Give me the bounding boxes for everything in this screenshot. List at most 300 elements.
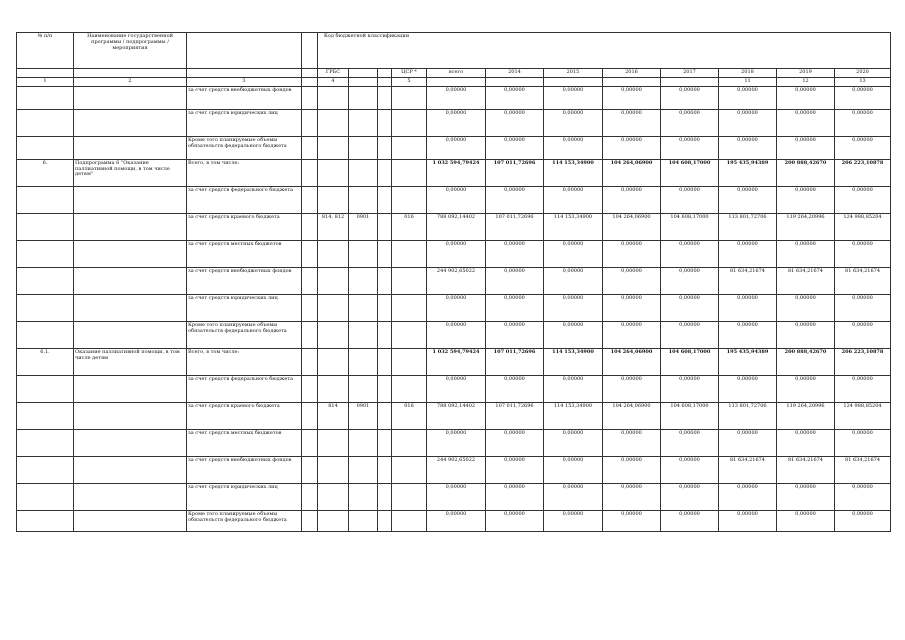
header-year: 2014 (486, 69, 544, 78)
row-amount: 0,00000 (486, 375, 544, 402)
row-grbs (318, 294, 349, 321)
row-amount: 0,00000 (544, 240, 603, 267)
row-blank (378, 86, 392, 109)
row-blank (378, 267, 392, 294)
row-amount: 104 264,06900 (603, 213, 661, 240)
row-blank (378, 240, 392, 267)
row-amount: 0,00000 (719, 294, 777, 321)
row-amount: 0,00000 (719, 186, 777, 213)
header-grbs: ГРБС (318, 69, 349, 78)
row-amount: 113 801,72706 (719, 213, 777, 240)
row-amount: 0,00000 (486, 456, 544, 483)
row-spacer (302, 267, 318, 294)
row-spacer (302, 402, 318, 429)
row-spacer (302, 159, 318, 186)
header-year: 2019 (777, 69, 835, 78)
row-funding-source: за счет средств юридических лиц (187, 483, 302, 510)
row-amount: 0,00000 (427, 429, 486, 456)
row-rz (349, 136, 378, 159)
row-amount: 0,00000 (544, 483, 603, 510)
row-amount: 0,00000 (603, 109, 661, 136)
row-amount: 0,00000 (603, 456, 661, 483)
col-number (302, 78, 318, 87)
header-name: Наименование государственной программы / подпрограммы / мероприятия (74, 33, 187, 69)
row-amount: 0,00000 (427, 186, 486, 213)
row-amount: 0,00000 (486, 510, 544, 531)
row-number (17, 186, 74, 213)
table-row (17, 483, 891, 510)
col-number: 11 (719, 78, 777, 87)
row-number: 6.1. (17, 348, 74, 375)
row-csr (392, 348, 427, 375)
row-spacer (302, 348, 318, 375)
row-program-name (74, 86, 187, 109)
row-program-name (74, 136, 187, 159)
row-grbs (318, 510, 349, 531)
row-spacer (302, 321, 318, 348)
row-funding-source: за счет средств федерального бюджета (187, 186, 302, 213)
row-number (17, 429, 74, 456)
row-amount: 0,00000 (661, 321, 719, 348)
row-grbs: 814, 812 (318, 213, 349, 240)
row-spacer (302, 213, 318, 240)
row-amount: 107 011,72696 (486, 402, 544, 429)
table-row (17, 159, 891, 186)
row-amount: 0,00000 (486, 109, 544, 136)
table-row (17, 86, 891, 109)
row-amount: 0,00000 (777, 186, 835, 213)
row-amount: 206 223,10878 (835, 348, 891, 375)
col-number (427, 78, 486, 87)
row-amount: 0,00000 (603, 483, 661, 510)
row-amount: 0,00000 (777, 136, 835, 159)
row-amount: 0,00000 (719, 240, 777, 267)
col-number: 2 (74, 78, 187, 87)
row-funding-source: за счет средств местных бюджетов (187, 429, 302, 456)
row-program-name (74, 429, 187, 456)
header-year: 2015 (544, 69, 603, 78)
row-funding-source: Всего, в том числе: (187, 348, 302, 375)
row-amount: 0,00000 (427, 321, 486, 348)
row-number (17, 86, 74, 109)
col-number: 3 (187, 78, 302, 87)
row-blank (378, 213, 392, 240)
row-amount: 0,00000 (719, 136, 777, 159)
row-amount: 107 011,72696 (486, 213, 544, 240)
row-amount: 195 435,94389 (719, 159, 777, 186)
row-grbs: 814 (318, 402, 349, 429)
row-rz (349, 159, 378, 186)
row-amount: 0,00000 (427, 375, 486, 402)
row-amount: 0,00000 (661, 375, 719, 402)
row-funding-source: за счет средств внебюджетных фондов (187, 456, 302, 483)
header-year: 2020 (835, 69, 891, 78)
row-grbs (318, 240, 349, 267)
row-amount: 0,00000 (603, 136, 661, 159)
row-amount: 0,00000 (777, 109, 835, 136)
row-amount: 114 153,34900 (544, 402, 603, 429)
row-number (17, 456, 74, 483)
row-amount: 0,00000 (427, 483, 486, 510)
row-amount: 0,00000 (835, 136, 891, 159)
row-grbs (318, 348, 349, 375)
row-amount: 124 988,85204 (835, 213, 891, 240)
row-program-name: Подпрограмма 6 "Оказание паллиативной помощи, в том числе детям" (74, 159, 187, 186)
row-amount: 0,00000 (544, 86, 603, 109)
row-program-name (74, 186, 187, 213)
row-number (17, 240, 74, 267)
row-program-name (74, 240, 187, 267)
row-amount: 0,00000 (661, 109, 719, 136)
row-amount: 200 888,42670 (777, 348, 835, 375)
row-funding-source: Кроме того планируемые объемы обязательств федерального бюджета (187, 136, 302, 159)
row-spacer (302, 294, 318, 321)
row-amount: 0,00000 (835, 483, 891, 510)
col-number (378, 78, 392, 87)
header-year: 2018 (719, 69, 777, 78)
row-program-name (74, 375, 187, 402)
row-csr (392, 510, 427, 531)
row-spacer (302, 86, 318, 109)
row-rz: 0901 (349, 402, 378, 429)
row-amount: 0,00000 (427, 109, 486, 136)
row-rz (349, 294, 378, 321)
row-rz (349, 109, 378, 136)
row-csr (392, 483, 427, 510)
row-amount: 0,00000 (835, 86, 891, 109)
row-csr (392, 456, 427, 483)
row-number (17, 321, 74, 348)
header-spacer (302, 33, 318, 69)
row-amount: 0,00000 (544, 186, 603, 213)
row-amount: 0,00000 (427, 294, 486, 321)
row-number (17, 510, 74, 531)
row-blank (378, 429, 392, 456)
row-amount: 0,00000 (661, 429, 719, 456)
table-row (17, 267, 891, 294)
row-amount: 0,00000 (486, 186, 544, 213)
row-amount: 0,00000 (544, 109, 603, 136)
row-rz (349, 429, 378, 456)
row-amount: 0,00000 (544, 375, 603, 402)
row-csr (392, 240, 427, 267)
row-amount: 0,00000 (777, 240, 835, 267)
row-amount: 0,00000 (661, 510, 719, 531)
row-number (17, 109, 74, 136)
row-csr (392, 159, 427, 186)
row-rz: 0901 (349, 213, 378, 240)
row-grbs (318, 109, 349, 136)
row-program-name (74, 109, 187, 136)
table-row (17, 510, 891, 531)
row-amount: 81 634,21674 (777, 267, 835, 294)
col-number (661, 78, 719, 87)
row-blank (378, 348, 392, 375)
row-amount: 0,00000 (544, 136, 603, 159)
row-spacer (302, 109, 318, 136)
header-blank (302, 69, 318, 78)
row-amount: 0,00000 (661, 186, 719, 213)
header-no: № п/п (17, 33, 74, 69)
table-row (17, 186, 891, 213)
row-amount: 0,00000 (544, 267, 603, 294)
row-amount: 206 223,10878 (835, 159, 891, 186)
row-spacer (302, 375, 318, 402)
table-row (17, 240, 891, 267)
row-amount: 0,00000 (777, 321, 835, 348)
row-blank (378, 159, 392, 186)
row-amount: 0,00000 (835, 240, 891, 267)
row-rz (349, 186, 378, 213)
row-amount: 0,00000 (835, 321, 891, 348)
header-rz (349, 69, 378, 78)
row-blank (378, 136, 392, 159)
row-amount: 195 435,94389 (719, 348, 777, 375)
row-amount: 0,00000 (661, 483, 719, 510)
row-rz (349, 375, 378, 402)
header-year: всего (427, 69, 486, 78)
col-number (486, 78, 544, 87)
row-rz (349, 86, 378, 109)
row-csr (392, 136, 427, 159)
row-spacer (302, 186, 318, 213)
row-rz (349, 348, 378, 375)
row-funding-source: Всего, в том числе: (187, 159, 302, 186)
row-grbs (318, 456, 349, 483)
row-amount: 1 032 594,79424 (427, 348, 486, 375)
row-funding-source: за счет средств краевого бюджета (187, 213, 302, 240)
row-csr: 016 (392, 402, 427, 429)
row-amount: 0,00000 (835, 510, 891, 531)
row-amount: 0,00000 (661, 136, 719, 159)
row-spacer (302, 456, 318, 483)
row-program-name (74, 483, 187, 510)
row-amount: 0,00000 (544, 429, 603, 456)
row-amount: 81 634,21674 (719, 267, 777, 294)
row-amount: 0,00000 (835, 294, 891, 321)
row-amount: 114 153,34900 (544, 213, 603, 240)
row-amount: 113 801,72706 (719, 402, 777, 429)
row-amount: 0,00000 (777, 375, 835, 402)
row-funding-source: за счет средств местных бюджетов (187, 240, 302, 267)
row-number (17, 402, 74, 429)
row-csr (392, 321, 427, 348)
row-amount: 0,00000 (486, 483, 544, 510)
row-blank (378, 321, 392, 348)
row-amount: 104 264,06900 (603, 159, 661, 186)
table-row (17, 402, 891, 429)
row-csr (392, 86, 427, 109)
row-funding-source: за счет средств юридических лиц (187, 294, 302, 321)
row-amount: 104 608,17000 (661, 348, 719, 375)
row-number (17, 136, 74, 159)
col-number: 13 (835, 78, 891, 87)
table-body (17, 86, 891, 531)
header-blank (17, 69, 74, 78)
row-amount: 0,00000 (544, 294, 603, 321)
row-funding-source: за счет средств внебюджетных фондов (187, 267, 302, 294)
row-grbs (318, 86, 349, 109)
row-funding-source: за счет средств федерального бюджета (187, 375, 302, 402)
row-program-name: Оказание паллиативной помощи, в том числе детям (74, 348, 187, 375)
row-number (17, 375, 74, 402)
row-amount: 0,00000 (486, 429, 544, 456)
row-amount: 0,00000 (603, 186, 661, 213)
row-amount: 0,00000 (719, 375, 777, 402)
row-amount: 104 608,17000 (661, 402, 719, 429)
row-amount: 0,00000 (661, 456, 719, 483)
table-row (17, 321, 891, 348)
header-blank (74, 69, 187, 78)
row-csr: 016 (392, 213, 427, 240)
row-amount: 0,00000 (719, 510, 777, 531)
row-amount: 104 608,17000 (661, 213, 719, 240)
row-amount: 0,00000 (719, 321, 777, 348)
row-blank (378, 375, 392, 402)
row-amount: 119 264,20996 (777, 402, 835, 429)
row-spacer (302, 510, 318, 531)
row-amount: 81 634,21674 (835, 456, 891, 483)
row-amount: 0,00000 (544, 321, 603, 348)
table-row (17, 348, 891, 375)
row-amount: 0,00000 (486, 240, 544, 267)
row-amount: 244 902,65022 (427, 267, 486, 294)
row-amount: 104 264,06900 (603, 402, 661, 429)
row-amount: 0,00000 (427, 240, 486, 267)
header-year: 2017 (661, 69, 719, 78)
row-amount: 0,00000 (486, 267, 544, 294)
row-program-name (74, 267, 187, 294)
row-amount: 788 092,14402 (427, 402, 486, 429)
row-amount: 788 092,14402 (427, 213, 486, 240)
row-amount: 81 634,21674 (719, 456, 777, 483)
row-amount: 0,00000 (777, 294, 835, 321)
row-amount: 0,00000 (661, 86, 719, 109)
header-csr: ЦСР * (392, 69, 427, 78)
row-spacer (302, 429, 318, 456)
row-amount: 0,00000 (719, 483, 777, 510)
row-amount: 0,00000 (603, 510, 661, 531)
col-number: 1 (17, 78, 74, 87)
header-blank (378, 69, 392, 78)
header-source (187, 33, 302, 69)
row-rz (349, 483, 378, 510)
header-kbk: Код бюджетной классификации (318, 33, 891, 69)
row-amount: 0,00000 (835, 186, 891, 213)
row-amount: 0,00000 (427, 510, 486, 531)
row-blank (378, 456, 392, 483)
row-blank (378, 186, 392, 213)
row-amount: 0,00000 (427, 136, 486, 159)
row-funding-source: Кроме того планируемые объемы обязательств федерального бюджета (187, 510, 302, 531)
table-row (17, 456, 891, 483)
row-csr (392, 186, 427, 213)
row-amount: 244 902,65022 (427, 456, 486, 483)
row-spacer (302, 483, 318, 510)
row-csr (392, 429, 427, 456)
row-amount: 0,00000 (603, 429, 661, 456)
row-grbs (318, 483, 349, 510)
row-csr (392, 267, 427, 294)
row-amount: 0,00000 (777, 483, 835, 510)
row-blank (378, 109, 392, 136)
row-number (17, 483, 74, 510)
row-rz (349, 267, 378, 294)
row-program-name (74, 213, 187, 240)
row-amount: 0,00000 (719, 429, 777, 456)
row-funding-source: за счет средств юридических лиц (187, 109, 302, 136)
row-amount: 0,00000 (486, 321, 544, 348)
col-number (349, 78, 378, 87)
row-amount: 0,00000 (719, 86, 777, 109)
row-program-name (74, 294, 187, 321)
row-amount: 107 011,72696 (486, 159, 544, 186)
col-number: 5 (392, 78, 427, 87)
row-rz (349, 456, 378, 483)
row-grbs (318, 321, 349, 348)
row-blank (378, 294, 392, 321)
row-rz (349, 321, 378, 348)
row-amount: 0,00000 (835, 375, 891, 402)
row-funding-source: Кроме того планируемые объемы обязательств федерального бюджета (187, 321, 302, 348)
row-amount: 119 264,20996 (777, 213, 835, 240)
col-number: 12 (777, 78, 835, 87)
row-amount: 0,00000 (486, 294, 544, 321)
row-csr (392, 109, 427, 136)
col-number: 4 (318, 78, 349, 87)
row-amount: 0,00000 (777, 429, 835, 456)
row-funding-source: за счет средств внебюджетных фондов (187, 86, 302, 109)
table-row (17, 109, 891, 136)
row-rz (349, 240, 378, 267)
row-rz (349, 510, 378, 531)
row-grbs (318, 136, 349, 159)
row-number (17, 213, 74, 240)
row-amount: 0,00000 (603, 375, 661, 402)
row-amount: 81 634,21674 (835, 267, 891, 294)
row-amount: 0,00000 (603, 267, 661, 294)
row-program-name (74, 321, 187, 348)
row-amount: 1 032 594,79424 (427, 159, 486, 186)
row-amount: 0,00000 (603, 321, 661, 348)
table-row (17, 213, 891, 240)
row-blank (378, 510, 392, 531)
row-amount: 0,00000 (719, 109, 777, 136)
row-spacer (302, 136, 318, 159)
col-number (544, 78, 603, 87)
row-grbs (318, 267, 349, 294)
row-amount: 0,00000 (777, 86, 835, 109)
row-program-name (74, 456, 187, 483)
row-number (17, 267, 74, 294)
header-year: 2016 (603, 69, 661, 78)
row-amount: 0,00000 (661, 267, 719, 294)
row-amount: 0,00000 (661, 240, 719, 267)
row-amount: 0,00000 (777, 510, 835, 531)
table-row (17, 375, 891, 402)
row-grbs (318, 186, 349, 213)
row-amount: 104 264,06900 (603, 348, 661, 375)
row-amount: 0,00000 (835, 429, 891, 456)
row-csr (392, 375, 427, 402)
row-grbs (318, 375, 349, 402)
row-amount: 114 153,34900 (544, 348, 603, 375)
row-grbs (318, 159, 349, 186)
row-amount: 81 634,21674 (777, 456, 835, 483)
row-amount: 0,00000 (486, 86, 544, 109)
row-amount: 104 608,17000 (661, 159, 719, 186)
col-number (603, 78, 661, 87)
